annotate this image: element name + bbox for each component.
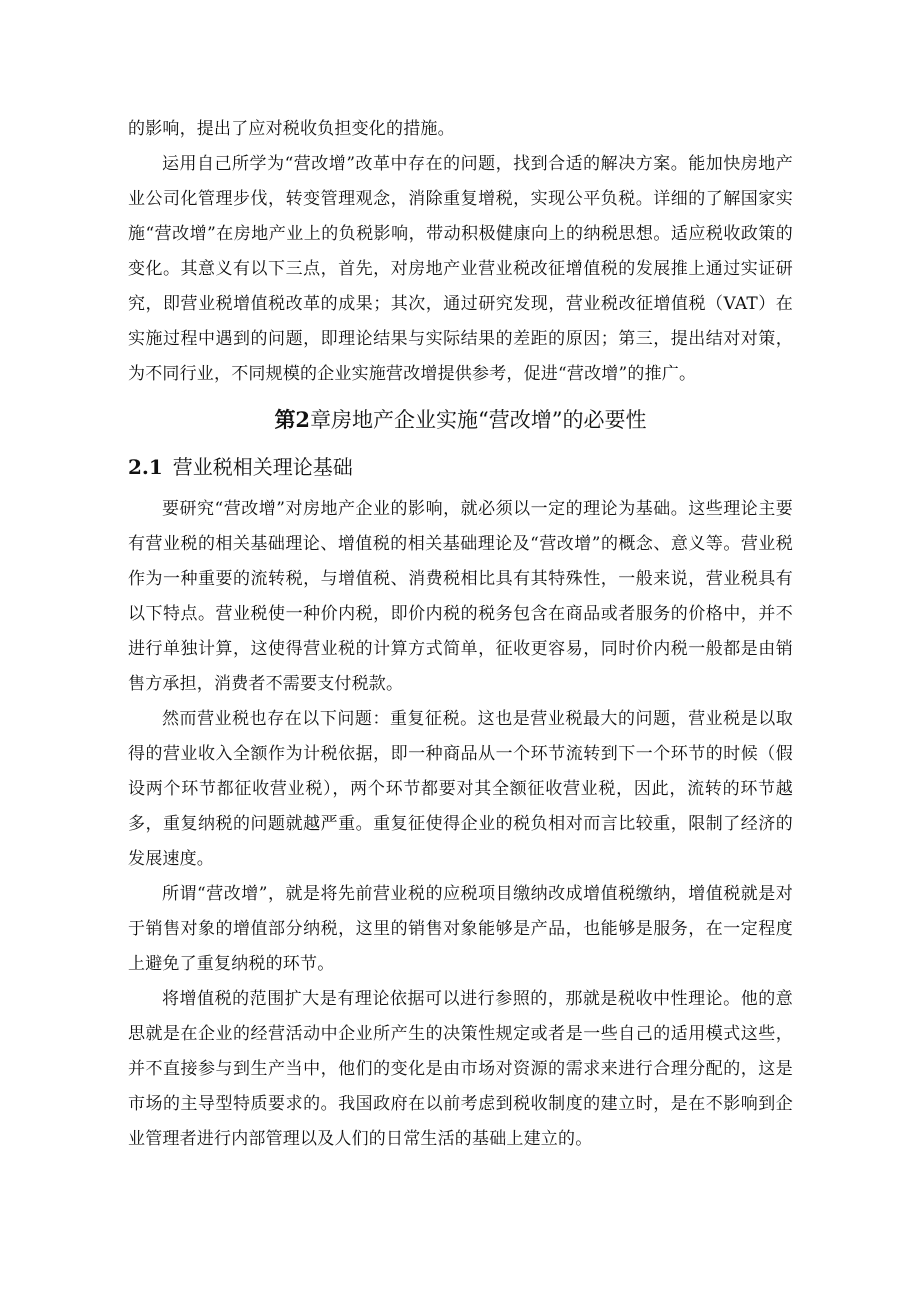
paragraph-significance: 运用自己所学为“营改增”改革中存在的问题，找到合适的解决方案。能加快房地产业公司化管理步伐，转变管理观念，消除重复增税，实现公平负税。详细的了解国家实施“营改增”在房地产业上的负税影响，带动积极健康向上的纳税思想。适应税收政策的变化。其意义有以下三点，首先，对房地产业营业税改征增值税的发展推上通过实证研究，即营业税增值税改革的成果；其次，通过研究发现，营业税改征增值税（VAT）在实施过程中遇到的问题，即理论结果与实际结果的差距的原因；第三，提出结对对策，为不同行业，不同规模的企业实施营改增提供参考，促进“营改增”的推广。: [128, 154, 793, 384]
paragraph-tax-neutrality: 将增值税的范围扩大是有理论依据可以进行参照的，那就是税收中性理论。他的意思就是在企业的经营活动中企业所产生的决策性规定或者是一些自己的适用模式这些，并不直接参与到生产当中，他们的变化是由市场对资源的需求来进行合理分配的，这是市场的主导型特质要求的。我国政府在以前考虑到税收制度的建立时，是在不影响到企业管理者进行内部管理以及人们的日常生活的基础上建立的。: [128, 989, 793, 1149]
chapter-heading: [128, 398, 793, 442]
paragraph-vat-definition: 所谓“营改增”，就是将先前营业税的应税项目缴纳改成增值税缴纳，增值税就是对于销售对象的增值部分纳税，这里的销售对象能够是产品，也能够是服务，在一定程度上避免了重复纳税的环节。: [128, 884, 793, 974]
paragraph-double-taxation: 然而营业税也存在以下问题：重复征税。这也是营业税最大的问题，营业税是以取得的营业收入全额作为计税依据，即一种商品从一个环节流转到下一个环节的时候（假设两个环节都征收营业税），两个环节都要对其全额征收营业税，因此，流转的环节越多，重复纳税的问题就越严重。重复征使得企业的税负相对而言比较重，限制了经济的发展速度。: [128, 709, 793, 869]
section-title: 营业税相关理论基础: [172, 455, 353, 479]
paragraph-continuation: 的影响，提出了应对税收负担变化的措施。: [128, 119, 455, 139]
chapter-number: 第2: [274, 407, 311, 432]
chapter-title: 章房地产企业实施“营改增”的必要性: [310, 408, 647, 432]
paragraph-theory-basis: 要研究“营改增”对房地产企业的影响，就必须以一定的理论为基础。这些理论主要有营业税的相关基础理论、增值税的相关基础理论及“营改增”的概念、意义等。营业税作为一种重要的流转税，与增值税、消费税相比具有其特殊性，一般来说，营业税具有以下特点。营业税使一种价内税，即价内税的税务包含在商品或者服务的价格中，并不进行单独计算，这使得营业税的计算方式简单，征收更容易，同时价内税一般都是由销售方承担，消费者不需要支付税款。: [128, 499, 793, 694]
section-number: 2.1: [128, 455, 163, 479]
document-body: [128, 112, 793, 1157]
section-heading: [128, 446, 793, 488]
